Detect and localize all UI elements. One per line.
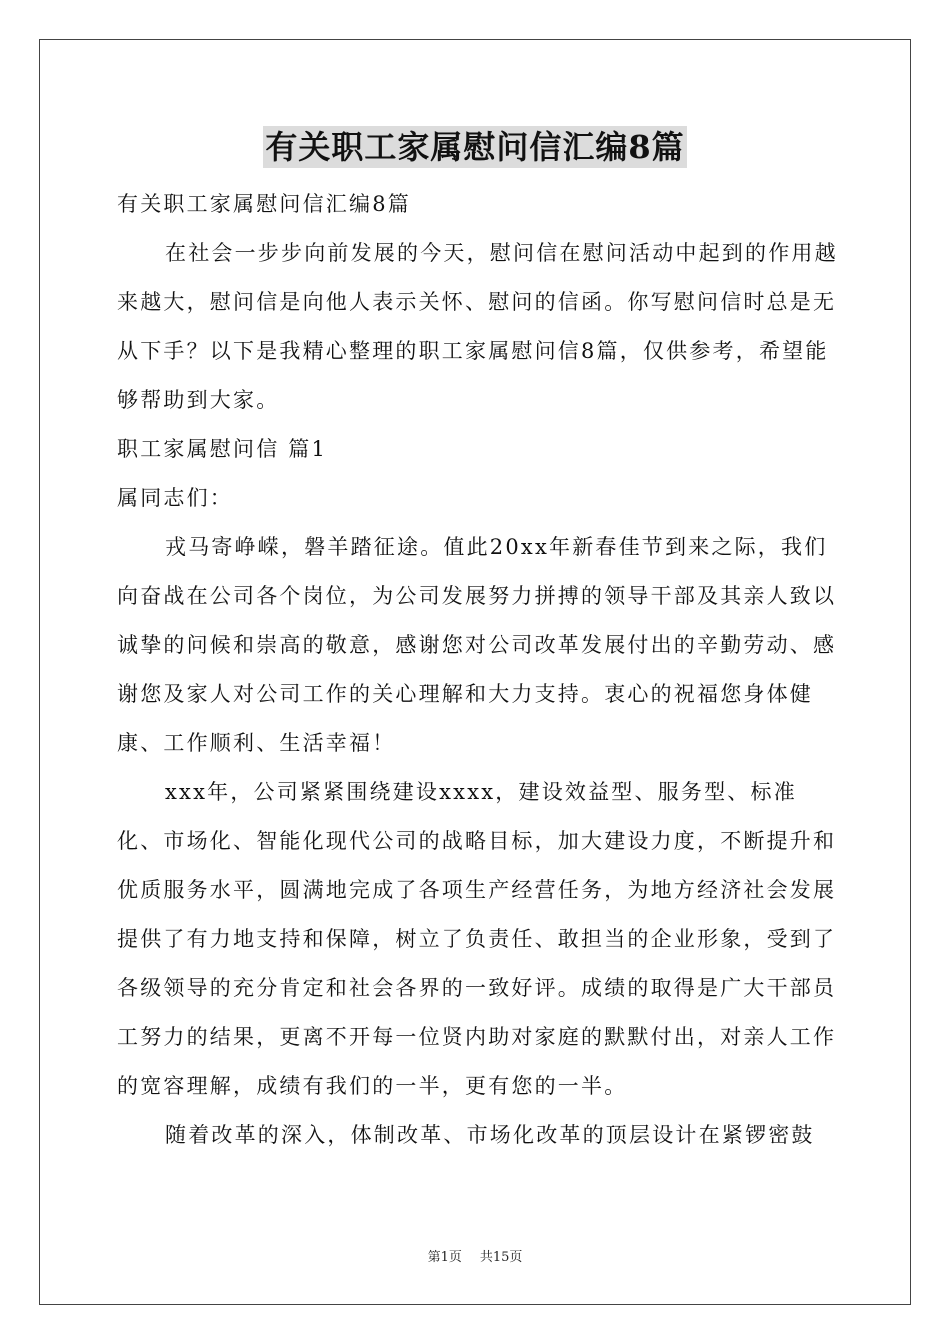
salutation: 属同志们： [117, 486, 233, 510]
section-heading: 职工家属慰问信 篇1 [117, 437, 328, 461]
body-paragraph: 戎马寄峥嵘，磐羊踏征途。值此20xx年新春佳节到来之际，我们向奋战在公司各个岗位，为公司发展努力拼搏的领导干部及其亲人致以诚挚的问候和崇高的敬意，感谢您对公司改革发展付出的辛勤劳动、感谢您及家人对公司工作的关心理解和大力支持。衷心的祝福您身体健康、工作顺利、生活幸福！ [117, 535, 837, 755]
page-footer [0, 1246, 950, 1265]
page-number: 第1页 [427, 1250, 462, 1265]
title-container [0, 126, 950, 168]
document-subtitle: 有关职工家属慰问信汇编8篇 [117, 192, 411, 216]
document-body [117, 180, 839, 1160]
body-paragraph: xxx年，公司紧紧围绕建设xxxx，建设效益型、服务型、标准化、市场化、智能化现代公司的战略目标，加大建设力度，不断提升和优质服务水平，圆满地完成了各项生产经营任务，为地方经济社会发展提供了有力地支持和保障，树立了负责任、敢担当的企业形象，受到了各级领导的充分肯定和社会各界的一致好评。成绩的取得是广大干部员工努力的结果，更离不开每一位贤内助对家庭的默默付出，对亲人工作的宽容理解，成绩有我们的一半，更有您的一半。 [117, 780, 837, 1098]
body-paragraph: 随着改革的深入，体制改革、市场化改革的顶层设计在紧锣密鼓 [165, 1123, 815, 1147]
intro-paragraph: 在社会一步步向前发展的今天，慰问信在慰问活动中起到的作用越来越大，慰问信是向他人表示关怀、慰问的信函。你写慰问信时总是无从下手？以下是我精心整理的职工家属慰问信8篇，仅供参考，希望能够帮助到大家。 [117, 241, 838, 412]
page-total: 共15页 [479, 1250, 523, 1265]
document-title: 有关职工家属慰问信汇编8篇 [265, 128, 685, 166]
